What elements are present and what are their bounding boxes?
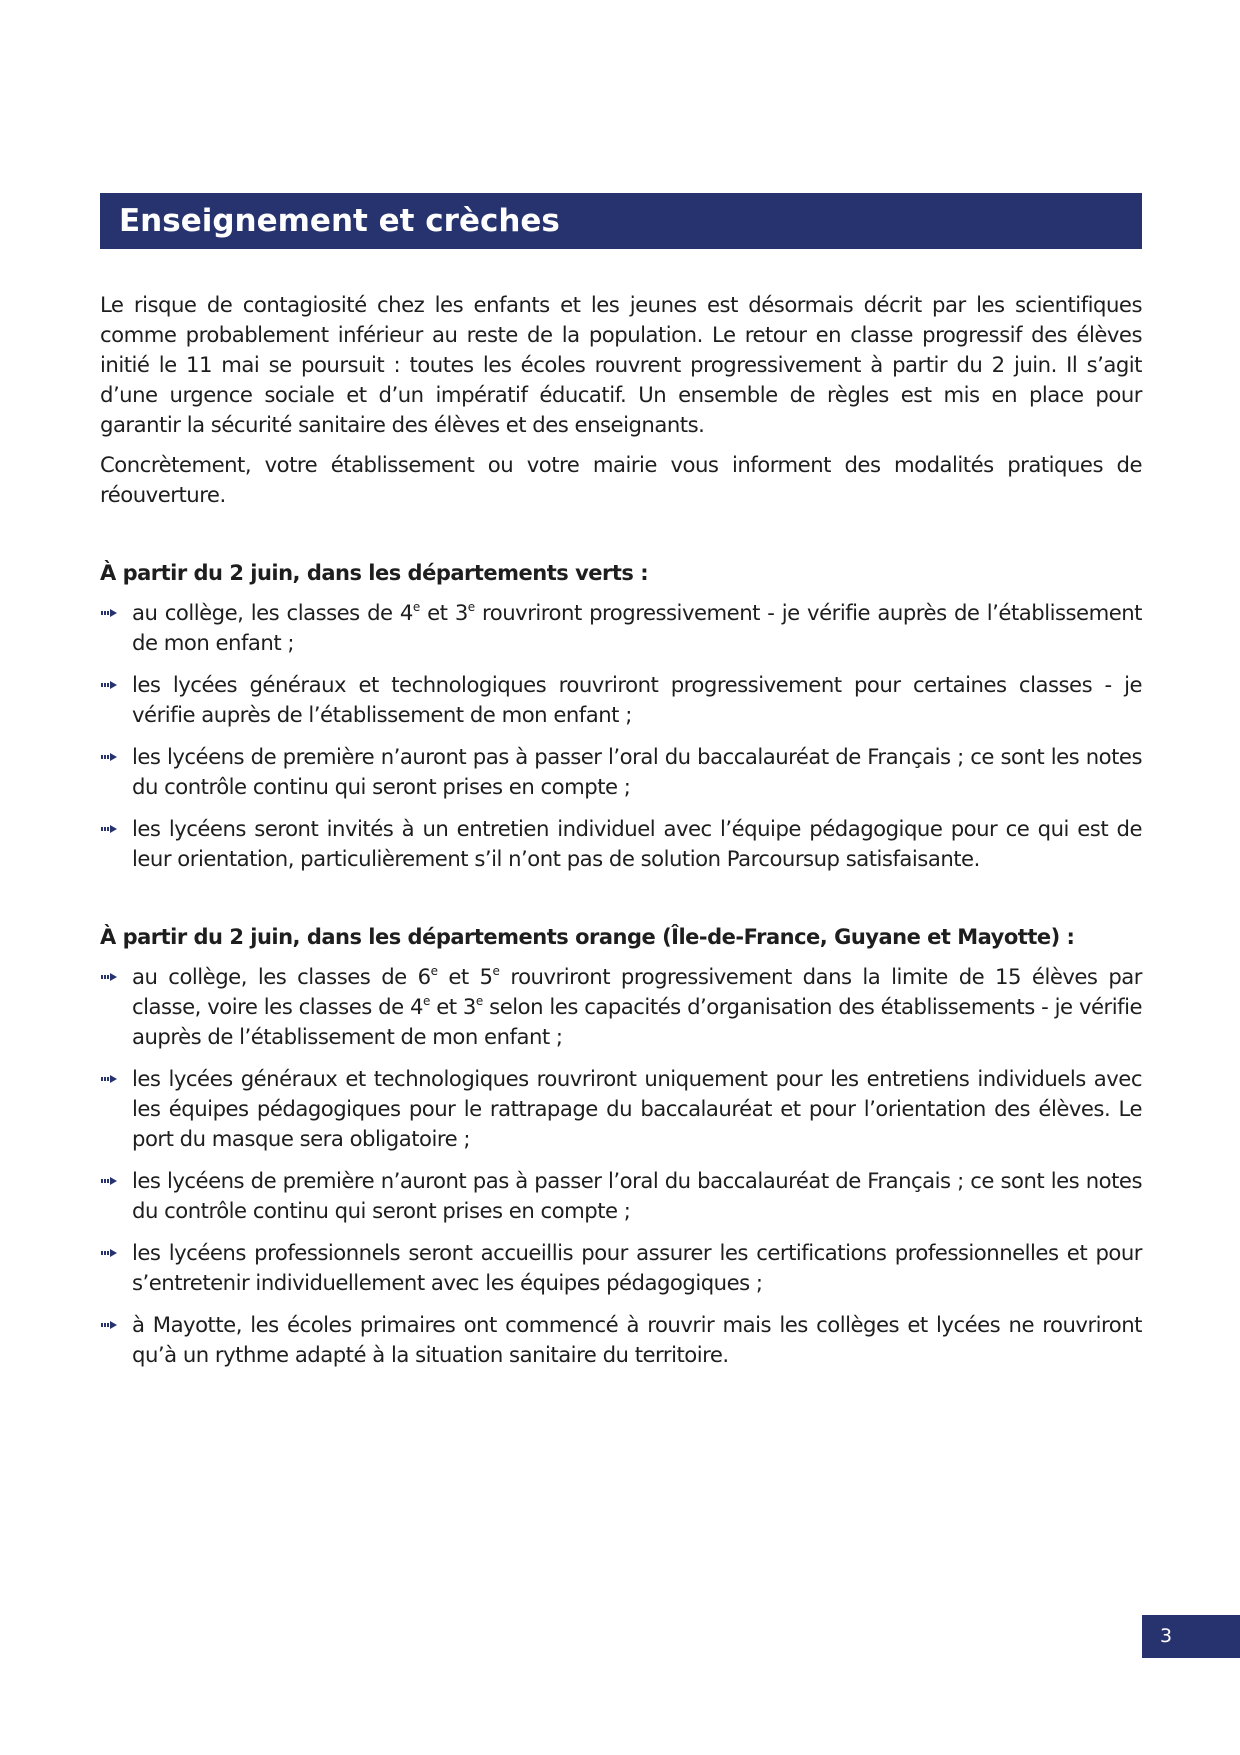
list-item xyxy=(100,742,1142,802)
list-item-text: les lycéens de première n’auront pas à passer l’oral du baccalauréat de Français ; ce sont les notes du contrôle continu qui seront prises en compte ; xyxy=(132,744,1142,799)
superscript: e xyxy=(475,994,483,1008)
list-item-text: au collège, les classes de 4e et 3e rouvriront progressivement - je vérifie auprès de l’établissement de mon enfant ; xyxy=(132,600,1142,655)
arrow-right-icon xyxy=(100,1074,118,1084)
list-item xyxy=(100,1064,1142,1154)
list-item xyxy=(100,1166,1142,1226)
arrow-right-icon xyxy=(100,1248,118,1258)
arrow-right-icon xyxy=(100,824,118,834)
superscript: e xyxy=(430,964,438,978)
section-orange-departments xyxy=(100,922,1142,1370)
superscript: e xyxy=(422,994,430,1008)
superscript: e xyxy=(492,964,500,978)
section-banner xyxy=(100,193,1142,249)
bullet-list xyxy=(100,962,1142,1370)
list-item-text: à Mayotte, les écoles primaires ont commencé à rouvrir mais les collèges et lycées ne rouvriront qu’à un rythme adapté à la situation sanitaire du territoire. xyxy=(132,1312,1142,1367)
list-item xyxy=(100,814,1142,874)
list-item-text: les lycées généraux et technologiques rouvriront progressivement pour certaines classes - je vérifie auprès de l’établissement de mon enfant ; xyxy=(132,672,1142,727)
arrow-right-icon xyxy=(100,680,118,690)
bullet-list xyxy=(100,598,1142,874)
page-number-badge xyxy=(1142,1615,1240,1658)
section-title: À partir du 2 juin, dans les départements verts : xyxy=(100,561,649,585)
list-item xyxy=(100,1310,1142,1370)
arrow-right-icon xyxy=(100,972,118,982)
superscript: e xyxy=(412,600,420,614)
list-item xyxy=(100,1238,1142,1298)
list-item-text: au collège, les classes de 6e et 5e rouvriront progressivement dans la limite de 15 élèves par classe, voire les classes de 4e et 3e selon les capacités d’organisation des établissements - je vérifie auprès de l’établissement de mon enfant ; xyxy=(132,964,1142,1049)
arrow-right-icon xyxy=(100,1320,118,1330)
intro-paragraph: Le risque de contagiosité chez les enfants et les jeunes est désormais décrit par les scientifiques comme probablement inférieur au reste de la population. Le retour en classe progressif des élèves initié le 11 mai se poursuit : toutes les écoles rouvrent progressivement à partir du 2 juin. Il s’agit d’une urgence sociale et d’un impératif éducatif. Un ensemble de règles est mis en place pour garantir la sécurité sanitaire des élèves et des enseignants. xyxy=(100,292,1142,437)
page-title: Enseignement et crèches xyxy=(119,203,560,239)
list-item xyxy=(100,962,1142,1052)
section-green-departments xyxy=(100,558,1142,874)
list-item-text: les lycées généraux et technologiques rouvriront uniquement pour les entretiens individuels avec les équipes pédagogiques pour le rattrapage du baccalauréat et pour l’orientation des élèves. Le port du masque sera obligatoire ; xyxy=(132,1066,1142,1151)
main-content xyxy=(100,290,1142,1382)
page-number: 3 xyxy=(1160,1625,1173,1647)
section-title: À partir du 2 juin, dans les départements orange (Île-de-France, Guyane et Mayotte) : xyxy=(100,925,1075,949)
arrow-right-icon xyxy=(100,752,118,762)
list-item-text: les lycéens seront invités à un entretien individuel avec l’équipe pédagogique pour ce qui est de leur orientation, particulièrement s’il n’ont pas de solution Parcoursup satisfaisante. xyxy=(132,816,1142,871)
list-item-text: les lycéens professionnels seront accueillis pour assurer les certifications professionnelles et pour s’entretenir individuellement avec les équipes pédagogiques ; xyxy=(132,1240,1142,1295)
arrow-right-icon xyxy=(100,1176,118,1186)
list-item-text: les lycéens de première n’auront pas à passer l’oral du baccalauréat de Français ; ce sont les notes du contrôle continu qui seront prises en compte ; xyxy=(132,1168,1142,1223)
superscript: e xyxy=(467,600,475,614)
arrow-right-icon xyxy=(100,608,118,618)
intro-paragraph: Concrètement, votre établissement ou votre mairie vous informent des modalités pratiques de réouverture. xyxy=(100,452,1142,507)
list-item xyxy=(100,598,1142,658)
list-item xyxy=(100,670,1142,730)
